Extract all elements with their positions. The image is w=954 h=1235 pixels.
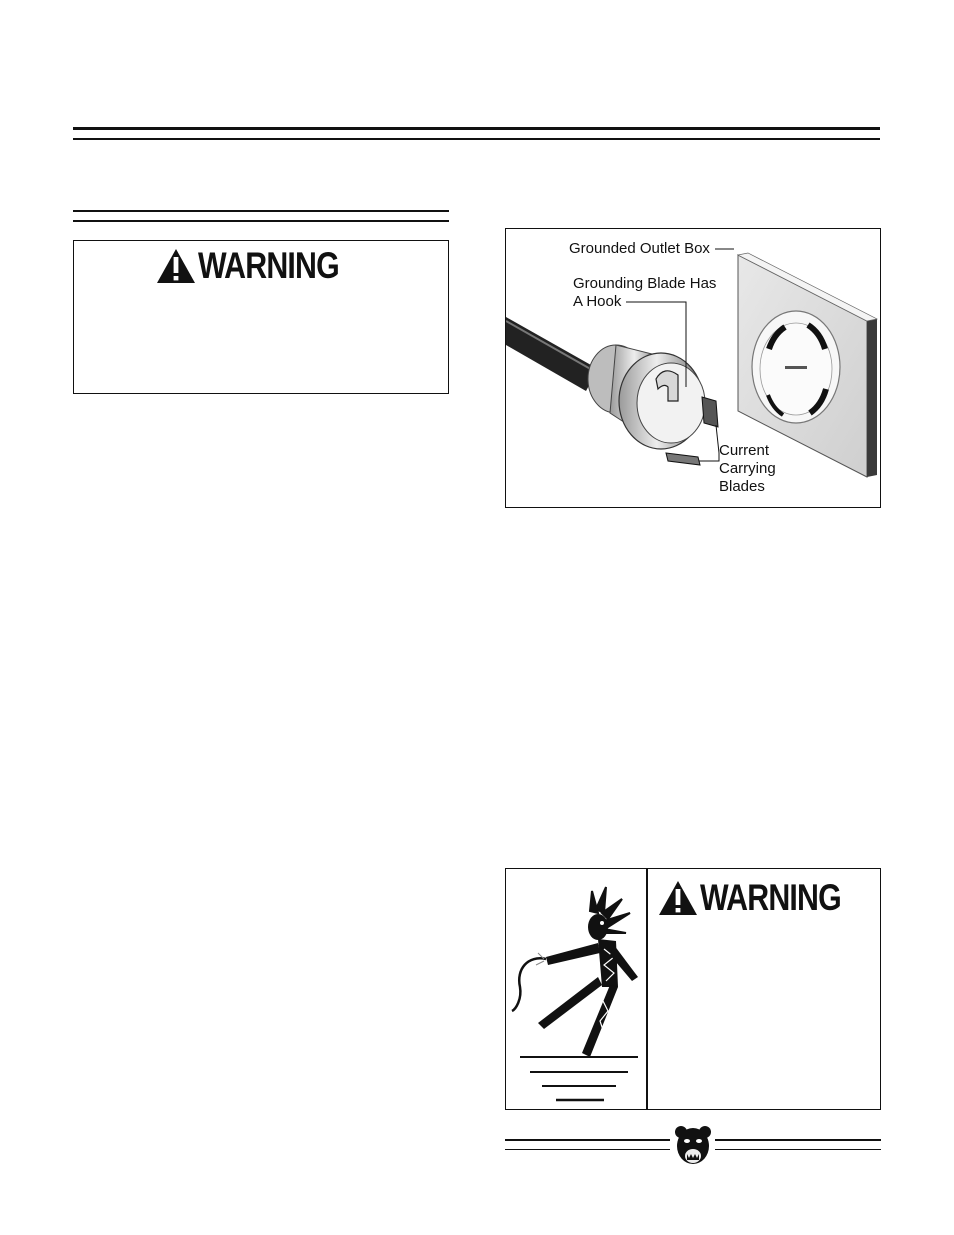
header-rule-bottom xyxy=(73,138,880,140)
shock-warning-divider xyxy=(646,869,648,1109)
plug-figure xyxy=(505,228,881,508)
electric-shock-figure-icon xyxy=(506,869,644,1109)
shock-warning-title: WARNING xyxy=(700,877,841,918)
label-grounded-outlet-box: Grounded Outlet Box xyxy=(569,240,710,257)
footer-rule-right-top xyxy=(715,1139,881,1141)
warning-triangle-icon xyxy=(156,248,196,284)
section-rule-bottom xyxy=(73,220,449,222)
left-warning-banner xyxy=(156,247,370,284)
warning-triangle-icon xyxy=(658,880,698,916)
footer-rule-right-bottom xyxy=(715,1149,881,1150)
footer-rule-left-bottom xyxy=(505,1149,670,1150)
left-warning-box xyxy=(73,240,449,394)
section-rule-top xyxy=(73,210,449,212)
header-rule-top xyxy=(73,127,880,130)
label-grounding-blade-1: Grounding Blade Has xyxy=(573,275,717,292)
shock-warning-banner xyxy=(658,879,872,916)
footer-rule-left-top xyxy=(505,1139,670,1141)
bear-head-icon xyxy=(673,1124,713,1168)
plug-outlet-illustration xyxy=(506,229,880,507)
label-grounding-blade-2: A Hook xyxy=(573,293,622,310)
label-current-3: Blades xyxy=(719,478,765,495)
label-current-1: Current xyxy=(719,442,770,459)
shock-warning-box xyxy=(505,868,881,1110)
left-warning-title: WARNING xyxy=(198,245,339,286)
label-current-2: Carrying xyxy=(719,460,776,477)
